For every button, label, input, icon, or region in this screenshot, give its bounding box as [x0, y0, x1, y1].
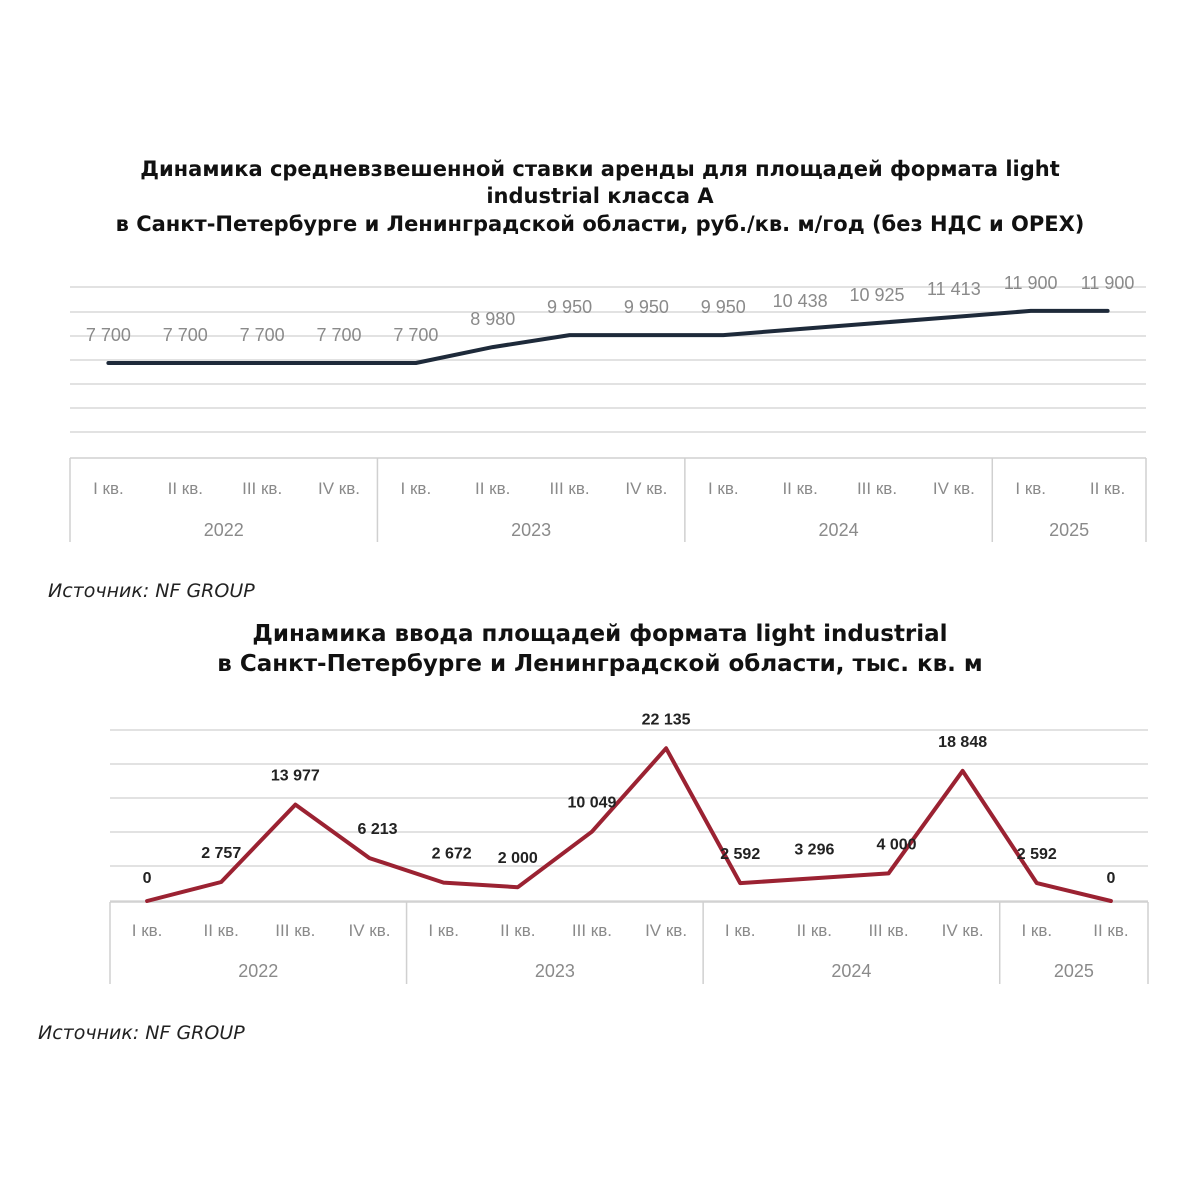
data-label: 13 977 — [270, 767, 320, 785]
x-tick-label: IV кв. — [645, 921, 688, 940]
x-tick-label: IV кв. — [348, 921, 391, 940]
chart2-source: Источник: NF GROUP — [38, 1022, 245, 1044]
data-label: 11 900 — [1003, 272, 1058, 293]
x-tick-label: II кв. — [203, 921, 239, 940]
data-label: 7 700 — [239, 325, 285, 345]
x-tick-label: I кв. — [400, 479, 432, 498]
x-group-label: 2024 — [818, 520, 859, 540]
data-label: 9 950 — [547, 297, 593, 318]
data-label: 11 900 — [1080, 272, 1135, 293]
x-tick-label: I кв. — [1021, 921, 1053, 940]
x-tick-label: II кв. — [475, 479, 511, 498]
x-tick-label: III кв. — [242, 479, 283, 498]
x-group-label: 2023 — [511, 520, 552, 540]
chart1-title-line-2: industrial класса А — [486, 184, 714, 209]
chart1-title — [0, 156, 1200, 238]
x-tick-label: III кв. — [571, 921, 612, 940]
data-label: 10 049 — [567, 794, 617, 812]
x-tick-label: III кв. — [549, 479, 590, 498]
x-group-label: 2022 — [203, 520, 244, 540]
data-label: 8 980 — [470, 309, 516, 330]
x-tick-label: I кв. — [428, 921, 459, 940]
x-tick-label: I кв. — [93, 479, 124, 498]
x-tick-label: II кв. — [796, 921, 833, 940]
rent-rate-line-chart — [0, 270, 1200, 550]
x-tick-label: III кв. — [856, 479, 898, 498]
x-tick-label: III кв. — [275, 921, 316, 940]
chart1-source: Источник: NF GROUP — [48, 580, 255, 602]
data-label: 6 213 — [357, 821, 398, 839]
data-label: 10 438 — [772, 291, 828, 312]
data-label: 7 700 — [316, 325, 362, 345]
x-group-label: 2025 — [1049, 520, 1090, 540]
data-label: 2 000 — [497, 850, 538, 868]
data-label: 2 592 — [1016, 846, 1057, 864]
data-label: 3 296 — [794, 841, 835, 859]
x-tick-label: II кв. — [500, 921, 536, 940]
data-label: 7 700 — [393, 325, 439, 345]
chart2-title — [0, 620, 1200, 680]
data-label: 2 757 — [201, 844, 242, 862]
x-tick-label: I кв. — [1015, 479, 1047, 498]
x-tick-label: III кв. — [868, 921, 909, 940]
x-tick-label: II кв. — [1093, 921, 1129, 940]
data-label: 2 592 — [720, 846, 761, 864]
x-tick-label: IV кв. — [318, 479, 360, 498]
x-group-label: 2024 — [831, 961, 872, 981]
data-label: 0 — [1106, 870, 1116, 887]
data-label: 9 950 — [623, 297, 669, 318]
supply-volume-line-chart — [0, 710, 1200, 990]
x-tick-label: IV кв. — [941, 921, 984, 940]
data-label: 9 950 — [700, 297, 746, 318]
x-tick-label: II кв. — [782, 479, 818, 498]
data-label: 7 700 — [85, 325, 131, 345]
x-tick-label: II кв. — [167, 479, 203, 498]
data-label: 0 — [142, 870, 152, 887]
x-group-label: 2025 — [1053, 961, 1094, 981]
x-tick-label: IV кв. — [932, 479, 975, 498]
x-tick-label: I кв. — [724, 921, 756, 940]
chart1-title-line-1: Динамика средневзвешенной ставки аренды для площадей формата light — [140, 157, 1060, 181]
data-label: 11 413 — [926, 278, 981, 299]
chart1-title-line-3: в Санкт-Петербурге и Ленинградской области, руб./кв. м/год (без НДС и OPEX) — [115, 211, 1085, 236]
x-group-label: 2022 — [238, 961, 279, 981]
data-label: 7 700 — [162, 325, 208, 345]
chart2-title-line-2: в Санкт-Петербурге и Ленинградской области, тыс. кв. м — [217, 650, 983, 677]
data-label: 22 135 — [641, 711, 691, 729]
data-label: 4 000 — [876, 836, 917, 854]
data-label: 18 848 — [938, 733, 988, 751]
data-label: 10 925 — [849, 285, 905, 306]
x-group-label: 2023 — [534, 961, 575, 981]
x-tick-label: I кв. — [707, 479, 739, 498]
chart2-title-line-1: Динамика ввода площадей формата light industrial — [252, 621, 948, 647]
x-tick-label: IV кв. — [625, 479, 668, 498]
x-tick-label: II кв. — [1089, 479, 1126, 498]
x-tick-label: I кв. — [131, 921, 163, 940]
data-label: 2 672 — [431, 845, 472, 863]
